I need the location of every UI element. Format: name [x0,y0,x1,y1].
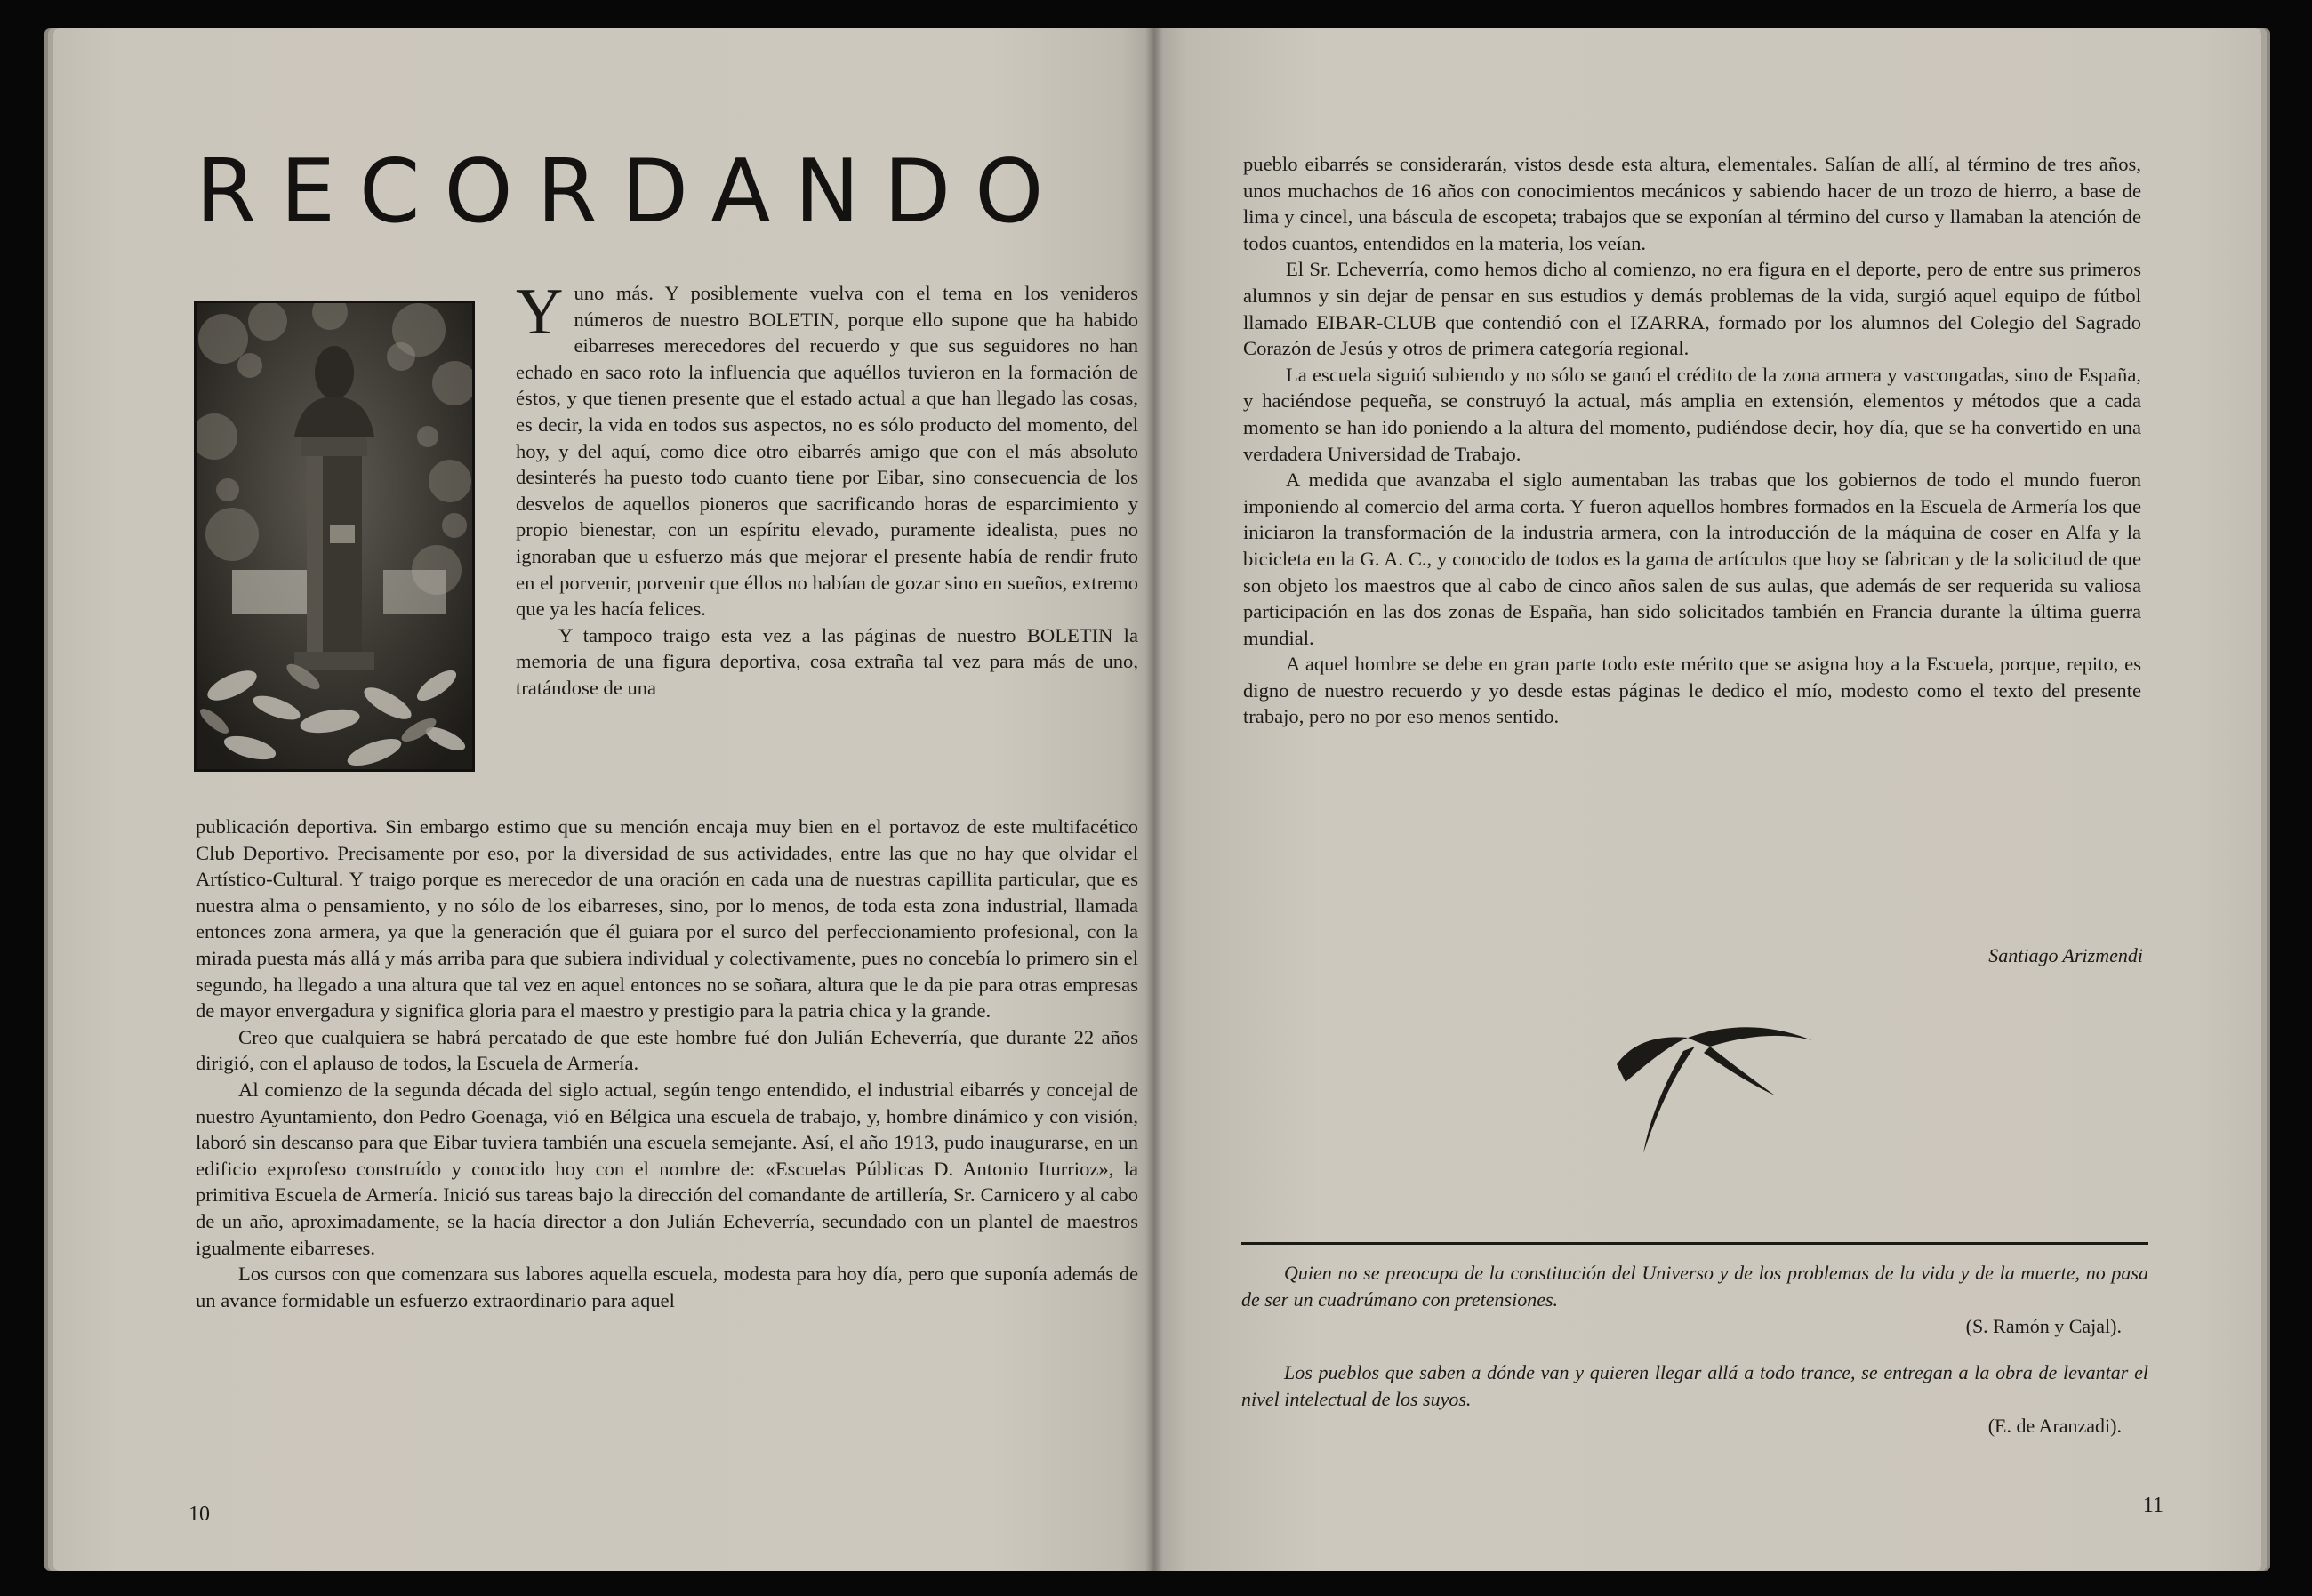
intro-paragraph [516,276,1138,622]
quote-aranzadi [1241,1359,2148,1440]
paragraph-2-start: Y tampoco traigo esta vez a las páginas de nuestro BOLETIN la memoria de una figura deportiva, cosa extraña tal vez para más de uno, tratándose de una [516,623,1138,699]
quote-cajal-text: Quien no se preocupa de la constitución del Universo y de los problemas de la vida y de la muerte, no pasa de ser un cuadrúmano con pretensiones. [1241,1262,2148,1311]
right-paragraph-5: A aquel hombre se debe en gran parte todo este mérito que se asigna hoy a la Escuela, porque, repito, es digno de nuestro recuerdo y yo desde estas páginas le dedico el mío, modesto como el texto del presente trabajo, pero no por eso menos sentido. [1243,653,2141,728]
right-page-content [1154,28,2261,1571]
right-paragraph-1: pueblo eibarrés se considerarán, vistos desde esta altura, elementales. Salían de allí, al término de tres años, unos muchachos de 16 años con conocimientos mecánicos y sabiendo hacer de un trozo de hierro, a base de lima y cincel, una báscula de escopeta; trabajos que se exponían al término del curso y llamaban la atención de todos cuantos, entendidos en la materia, los veían. [1243,153,2141,254]
paragraph-5: Los cursos con que comenzara sus labores aquella escuela, modesta para hoy día, pero que suponía además de un avance formidable un esfuerzo extraordinario para aquel [196,1263,1138,1311]
quote-cajal-author: (S. Ramón y Cajal). [1965,1315,2122,1337]
left-body-column [196,814,1138,1313]
page-number-left: 10 [189,1503,210,1526]
right-paragraph-4: A medida que avanzaba el siglo aumentaban las trabas que los gobiernos de todo el mundo fueron imponiendo al comercio del arma corta. Y fueron aquellos hombres formados en la Escuela de Armería los que iniciaron la transformación de la industria armera, con la introducción de la máquina de coser en Alfa y la bicicleta en la G. A. C., y conocido de todos es la gama de artículos que hoy se fabrican y de la solicitud de que son objeto los maestros que al cabo de cinco años salen de sus aulas, que además de ser requerida su valiosa participación en las dos zonas de España, han sido solicitados también en Francia durante la última guerra mundial. [1243,469,2141,649]
divider-rule [1241,1242,2148,1245]
bust-monument-image [197,303,472,769]
quote-aranzadi-text: Los pueblos que saben a dónde van y quieren llegar allá a todo trance, se entregan a la obra de levantar el nivel intelectual de los suyos. [1241,1361,2148,1410]
right-body-column [1243,151,2141,730]
article-title: RECORDANDO [196,141,1068,243]
quote-cajal [1241,1260,2148,1340]
drop-cap: Y [516,276,564,349]
intro-text: uno más. Y posiblemente vuelva con el tema en los venideros números de nuestro BOLETIN, porque ello supone que ha habido eibarreses merecedores del recuerdo y que sus seguidores no han echado en saco roto la influencia que aquéllos tuvieron en la formación de éstos, y que tienen presente que el estado actual a que han llegado las cosas, es decir, la vida en todos sus aspectos, no es sólo producto del momento, del hoy, y del aquí, como dice otro eibarrés amigo que con el más absoluto desinterés ha puesto todo cuanto tiene por Eibar, sino consecuencia de los desvelos de aquellos pioneros que sacrificando horas de esparcimiento y propio bienestar, con un espíritu elevado, puramente idealista, pues no ignoraban que u esfuerzo más que mejorar el presente había de rendir fruto en el porvenir, porvenir que éllos no habían de gozar sino en sueños, extremo que ya les hacía felices. [516,282,1138,621]
paragraph-3: Creo que cualquiera se habrá percatado de que este hombre fué don Julián Echeverría, que durante 22 años dirigió, con el aplauso de todos, la Escuela de Armería. [196,1025,1138,1075]
monument-photo [194,301,475,772]
author-signature: Santiago Arizmendi [1988,944,2143,966]
intro-column [516,276,1138,702]
quote-aranzadi-author: (E. de Aranzadi). [1987,1415,2122,1437]
right-paragraph-2: El Sr. Echeverría, como hemos dicho al comienzo, no era figura en el deporte, pero de entre sus primeros alumnos y sin dejar de pensar en sus estudios y demás problemas de la vida, surgió aquel equipo de fútbol llamado EIBAR-CLUB que contendió con el IZARRA, formado por los alumnos del Colegio del Sagrado Corazón de Jesús y otros de primera categoría regional. [1243,258,2141,360]
left-page-content [53,28,1154,1571]
right-paragraph-3: La escuela siguió subiendo y no sólo se ganó el crédito de la zona armera y vascongadas, sino de España, y haciéndose pequeña, se construyó la actual, más amplia en extensión, elementos y métodos que a cada momento se han ido poniendo a la altura del momento, pudiéndose decir, hoy día, que se ha convertido en una verdadera Universidad de Trabajo. [1243,363,2141,465]
paragraph-4: Al comienzo de la segunda década del siglo actual, según tengo entendido, el industrial eibarrés y concejal de nuestro Ayuntamiento, don Pedro Goenaga, vió en Bélgica una escuela de trabajo, y, hombre dinámico y con visión, laboró sin descanso para que Eibar tuviera también una escuela semejante. Así, el año 1913, pudo inaugurarse, en un edificio exprofeso construído y conocido hoy con el nombre de: «Escuelas Públicas D. Antonio Iturrioz», la primitiva Escuela de Armería. Inició sus tareas bajo la dirección del comandante de artillería, Sr. Carnicero y al cabo de un año, aproximadamente, se la hacía director a don Julián Echeverría, secundado con un plantel de maestros igualmente eibarreses. [196,1078,1138,1259]
swallow-emblem-icon [1590,998,1821,1158]
paragraph-2-continued: publicación deportiva. Sin embargo estimo que su mención encaja muy bien en el portavoz de este multifacético Club Deportivo. Precisamente por eso, por la diversidad de sus actividades, entre las que no hay que olvidar el Artístico-Cultural. Y traigo porque es merecedor de una oración en cada una de nuestras capillita particular, que es nuestra alma o pensamiento, y no sólo de los eibarreses, sino, por lo menos, de toda esta zona industrial, llamada entonces zona armera, ya que la generación que él guiara por el surco del perfeccionamiento profesional, con la mirada puesta más allá y más arriba para que subiera individual y colectivamente, pues no concebía lo primero sin el segundo, ha llegado a una altura que tal vez en aquel entonces no se soñara, altura que le da pie para otras empresas de mayor envergadura y significa gloria para el maestro y prestigio para la patria chica y la grande. [196,815,1138,1023]
page-number-right: 11 [2142,1494,2163,1517]
